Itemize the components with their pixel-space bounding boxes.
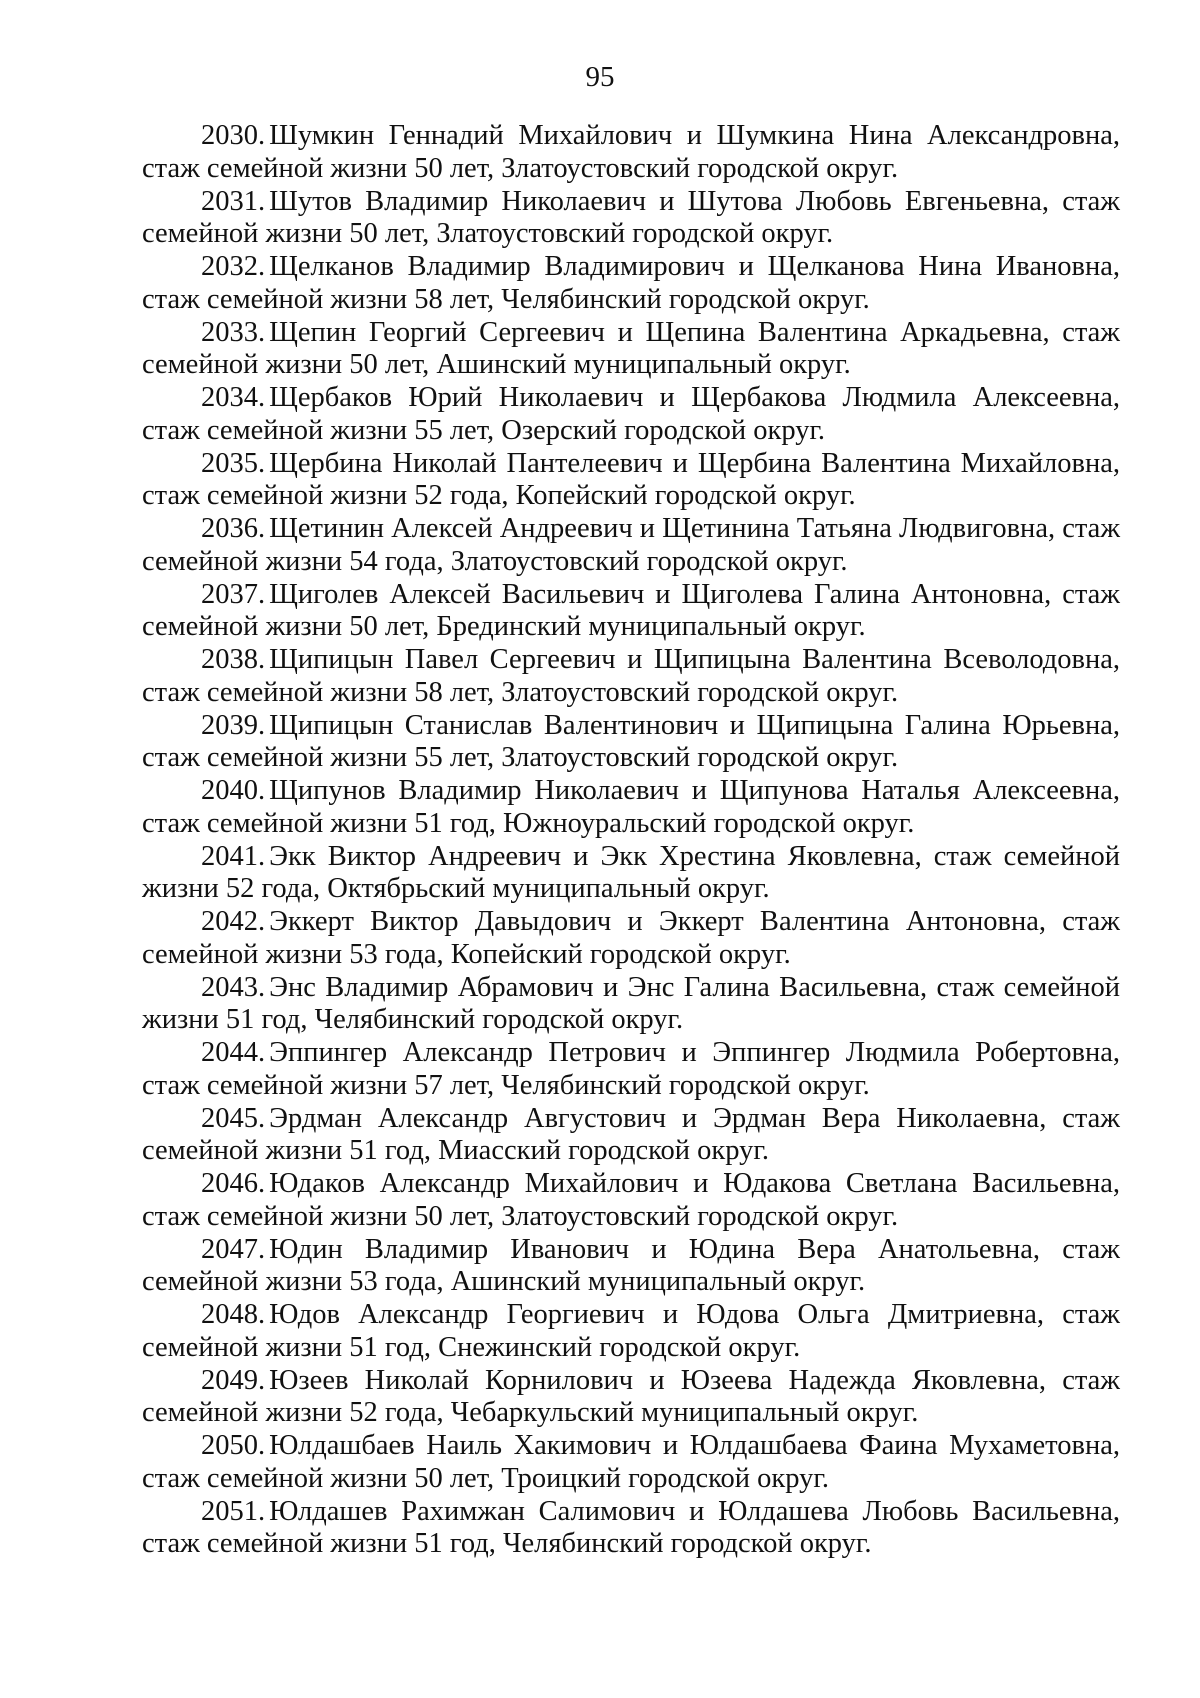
- list-item: [142, 775, 1120, 840]
- list-item: [142, 382, 1120, 447]
- page-number: 95: [585, 61, 615, 93]
- list-item: [142, 317, 1120, 382]
- entry-number: 2041.: [201, 840, 266, 872]
- list-item: [142, 1299, 1120, 1364]
- entry-number: 2046.: [201, 1168, 266, 1199]
- entry-text: Шутов Владимир Николаевич и Шутова Любовь Евгеньевна, стаж семейной жизни 50 лет, Златоустовский городской округ.: [142, 185, 1120, 249]
- entry-number: 2048.: [201, 1299, 266, 1330]
- list-item: [142, 251, 1120, 316]
- list-item: [142, 1037, 1120, 1102]
- entry-text: Щиголев Алексей Васильевич и Щиголева Галина Антоновна, стаж семейной жизни 50 лет, Брединский муниципальный округ.: [142, 578, 1120, 642]
- entry-text: Юдаков Александр Михайлович и Юдакова Светлана Васильевна, стаж семейной жизни 50 лет, Златоустовский городской округ.: [142, 1168, 1120, 1232]
- entry-text: Эрдман Александр Августович и Эрдман Вера Николаевна, стаж семейной жизни 51 год, Миасский городской округ.: [142, 1102, 1120, 1166]
- entry-number: 2045.: [201, 1102, 266, 1134]
- entry-text: Щипицын Станислав Валентинович и Щипицына Галина Юрьевна, стаж семейной жизни 55 лет, Златоустовский городской округ.: [142, 709, 1120, 773]
- entry-text: Эккерт Виктор Давыдович и Эккерт Валентина Антоновна, стаж семейной жизни 53 года, Копейский городской округ.: [142, 906, 1120, 970]
- entry-text: Щипунов Владимир Николаевич и Щипунова Наталья Алексеевна, стаж семейной жизни 51 год, Южноуральский городской округ.: [142, 775, 1120, 839]
- entry-text: Экк Виктор Андреевич и Экк Хрестина Яковлевна, стаж семейной жизни 52 года, Октябрьский муниципальный округ.: [142, 840, 1120, 904]
- entry-text: Щелканов Владимир Владимирович и Щелканова Нина Ивановна, стаж семейной жизни 58 лет, Челябинский городской округ.: [142, 251, 1120, 315]
- list-item: [142, 644, 1120, 709]
- entry-number: 2047.: [201, 1233, 266, 1265]
- list-item: [142, 841, 1120, 906]
- list-item: [142, 120, 1120, 185]
- entry-number: 2038.: [201, 644, 266, 675]
- list-item: [142, 1496, 1120, 1561]
- entry-text: Эппингер Александр Петрович и Эппингер Людмила Робертовна, стаж семейной жизни 57 лет, Челябинский городской округ.: [142, 1037, 1120, 1101]
- list-item: [142, 906, 1120, 971]
- entry-text: Шумкин Геннадий Михайлович и Шумкина Нина Александровна, стаж семейной жизни 50 лет, Златоустовский городской округ.: [142, 120, 1120, 184]
- entry-number: 2030.: [201, 120, 266, 151]
- entry-text: Щербаков Юрий Николаевич и Щербакова Людмила Алексеевна, стаж семейной жизни 55 лет, Озерский городской округ.: [142, 382, 1120, 446]
- entry-text: Щербина Николай Пантелеевич и Щербина Валентина Михайловна, стаж семейной жизни 52 года, Копейский городской округ.: [142, 447, 1120, 511]
- list-item: [142, 186, 1120, 251]
- entry-number: 2042.: [201, 906, 266, 937]
- entry-text: Щепин Георгий Сергеевич и Щепина Валентина Аркадьевна, стаж семейной жизни 50 лет, Ашинский муниципальный округ.: [142, 316, 1120, 380]
- entry-text: Щетинин Алексей Андреевич и Щетинина Татьяна Людвиговна, стаж семейной жизни 54 года, Златоустовский городской округ.: [142, 513, 1121, 577]
- list-item: [142, 579, 1120, 644]
- entry-number: 2050.: [201, 1430, 266, 1461]
- entry-number: 2033.: [201, 316, 266, 348]
- entry-number: 2044.: [201, 1037, 266, 1068]
- list-item: [142, 1234, 1120, 1299]
- entry-number: 2037.: [201, 578, 266, 610]
- entry-text: Юлдашбаев Наиль Хакимович и Юлдашбаева Фаина Мухаметовна, стаж семейной жизни 50 лет, Троицкий городской округ.: [142, 1430, 1120, 1494]
- list-item: [142, 1365, 1120, 1430]
- entry-number: 2039.: [201, 709, 266, 741]
- entry-text: Юлдашев Рахимжан Салимович и Юлдашева Любовь Васильевна, стаж семейной жизни 51 год, Челябинский городской округ.: [142, 1495, 1120, 1559]
- list-item: [142, 710, 1120, 775]
- entry-text: Энс Владимир Абрамович и Энс Галина Васильевна, стаж семейной жизни 51 год, Челябинский городской округ.: [142, 971, 1120, 1035]
- list-item: [142, 1103, 1120, 1168]
- list-item: [142, 513, 1120, 578]
- entry-text: Юдин Владимир Иванович и Юдина Вера Анатольевна, стаж семейной жизни 53 года, Ашинский муниципальный округ.: [142, 1233, 1120, 1297]
- entry-number: 2031.: [201, 185, 266, 217]
- list-item: [142, 1168, 1120, 1233]
- entry-number: 2032.: [201, 251, 266, 282]
- entry-number: 2040.: [201, 775, 266, 806]
- entry-number: 2043.: [201, 971, 266, 1003]
- entry-list: [142, 120, 1120, 1561]
- list-item: [142, 448, 1120, 513]
- entry-text: Юдов Александр Георгиевич и Юдова Ольга Дмитриевна, стаж семейной жизни 51 год, Снежинский городской округ.: [142, 1299, 1120, 1363]
- entry-text: Щипицын Павел Сергеевич и Щипицына Валентина Всеволодовна, стаж семейной жизни 58 лет, Златоустовский городской округ.: [142, 644, 1120, 708]
- list-item: [142, 972, 1120, 1037]
- entry-number: 2049.: [201, 1364, 266, 1396]
- entry-number: 2034.: [201, 382, 266, 413]
- entry-number: 2051.: [201, 1495, 266, 1527]
- list-item: [142, 1430, 1120, 1495]
- entry-text: Юзеев Николай Корнилович и Юзеева Надежда Яковлевна, стаж семейной жизни 52 года, Чебаркульский муниципальный округ.: [142, 1364, 1120, 1428]
- entry-number: 2036.: [201, 513, 266, 544]
- entry-number: 2035.: [201, 447, 266, 479]
